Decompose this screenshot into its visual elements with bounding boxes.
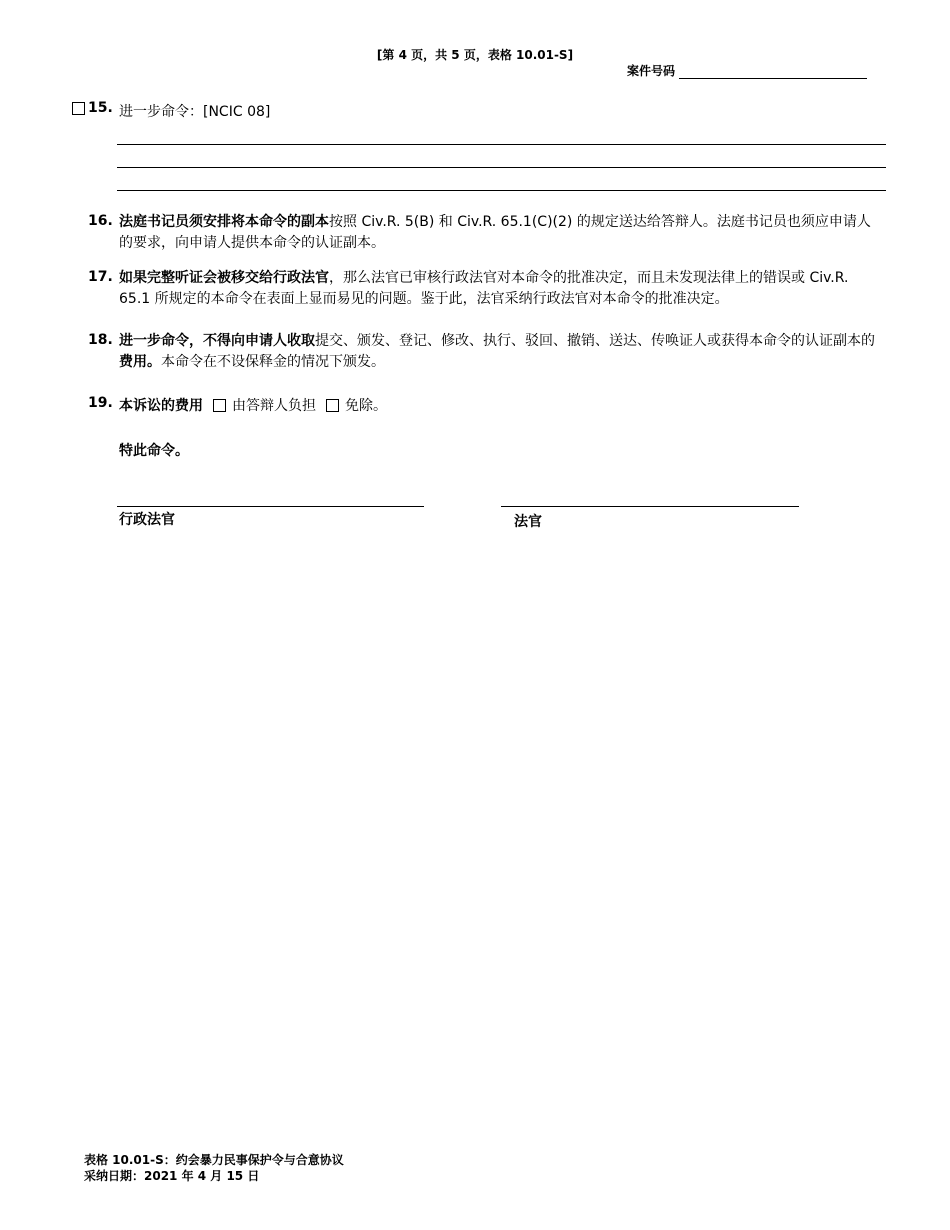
case-number-label: 案件号码 — [627, 64, 676, 78]
item19-number: 19. — [88, 395, 113, 411]
footer — [84, 1152, 344, 1184]
item16-text — [119, 212, 879, 254]
item18-text — [119, 331, 879, 373]
footer-adopted-date: 采纳日期：2021 年 4 月 15 日 — [84, 1169, 260, 1183]
item16-number: 16. — [88, 213, 113, 229]
so-ordered: 特此命令。 — [119, 443, 189, 459]
item17-bold-text: 如果完整听证会被移交给行政法官 — [119, 270, 329, 286]
footer-form-title: 表格 10.01-S：约会暴力民事保护令与合意协议 — [84, 1153, 344, 1167]
case-number-field — [627, 62, 867, 79]
item18-bold-text-2: 费用。 — [119, 354, 161, 370]
magistrate-label: 行政法官 — [119, 512, 175, 528]
item18-body-text-2: 本命令在不设保释金的情况下颁发。 — [161, 354, 385, 370]
item19-option2-label: 免除。 — [345, 398, 387, 414]
item17-text — [119, 268, 879, 310]
item19-option1-checkbox[interactable] — [213, 399, 226, 412]
magistrate-signature-line[interactable] — [117, 506, 424, 507]
item15-checkbox[interactable] — [72, 102, 85, 115]
item15-line-1[interactable] — [117, 144, 886, 145]
item17-body-text: ，那么法官已审核行政法官对本命令的批准决定，而且未发现法律上的错误或 Civ.R. 65.1 所规定的本命令在表面上显而易见的问题。鉴于此，法官采纳行政法官对本命令的批准决定。 — [119, 270, 849, 307]
item16-bold-text: 法庭书记员须安排将本命令的副本 — [119, 214, 329, 230]
page-info: [第 4 页，共 5 页，表格 10.01-S] — [376, 48, 574, 62]
item18-body-text: 提交、颁发、登记、修改、执行、驳回、撤销、送达、传唤证人或获得本命令的认证副本的 — [315, 333, 875, 349]
item19-bold-text: 本诉讼的费用 — [119, 398, 203, 414]
item19-option1-label: 由答辩人负担 — [232, 398, 316, 414]
item15-number: 15. — [88, 100, 113, 116]
item17-number: 17. — [88, 269, 113, 285]
item16-body-text: 按照 Civ.R. 5(B) 和 Civ.R. 65.1(C)(2) 的规定送达给答辩人。法庭书记员也须应申请人的要求，向申请人提供本命令的认证副本。 — [119, 214, 871, 251]
judge-label: 法官 — [514, 514, 542, 530]
item15-line-2[interactable] — [117, 167, 886, 168]
judge-signature-line[interactable] — [501, 506, 799, 507]
item18-bold-text: 进一步命令，不得向申请人收取 — [119, 333, 315, 349]
item18-number: 18. — [88, 332, 113, 348]
item15-line-3[interactable] — [117, 190, 886, 191]
item19-option2-checkbox[interactable] — [326, 399, 339, 412]
item19-text — [119, 395, 387, 415]
item15-text: 进一步命令：[NCIC 08] — [119, 104, 271, 120]
case-number-input-line[interactable] — [679, 66, 867, 79]
